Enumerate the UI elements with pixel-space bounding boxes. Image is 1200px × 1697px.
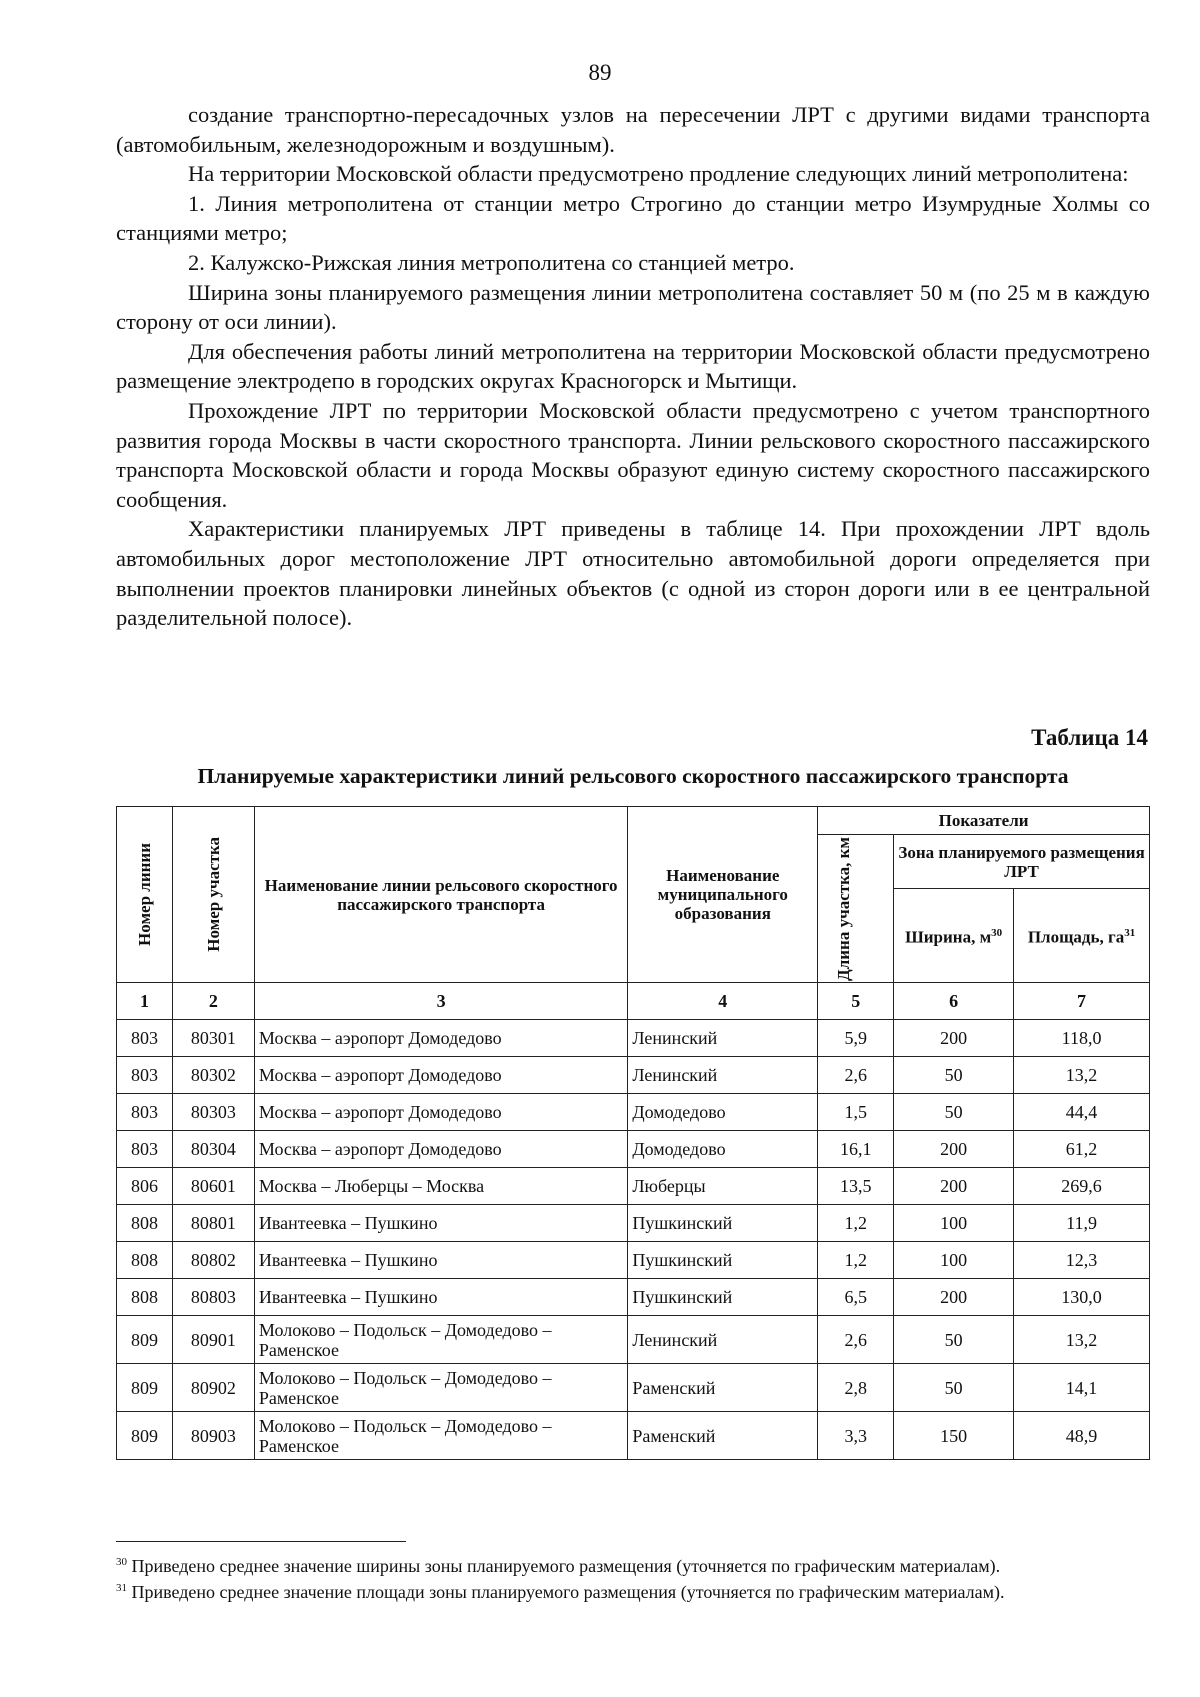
table-row: 809 80901 Молоково – Подольск – Домодедово – Раменское Ленинский 2,6 50 13,2: [117, 1316, 1150, 1364]
footnote-ref-31: 31: [1124, 927, 1136, 940]
footnotes: [116, 1551, 1156, 1603]
paragraph-7: Прохождение ЛРТ по территории Московской области предусмотрено с учетом транспортного развития города Москвы в части скоростного транспорта. Линии рельскового скоростного пассажирского транспорта Московской области и города Москвы образуют единую систему скоростного пассажирского сообщения.: [116, 397, 1150, 512]
paragraph-8: Характеристики планируемых ЛРТ приведены в таблице 14. При прохождении ЛРТ вдоль автомобильных дорог местоположение ЛРТ относительно автомобильной дороги определяется при выполнении проектов планировки линейных объектов (с одной из сторон дороги или в ее центральной разделительной полосе).: [116, 516, 1150, 631]
paragraph-1: создание транспортно-пересадочных узлов на пересечении ЛРТ с другими видами транспорта (автомобильным, железнодорожным и воздушным).: [116, 102, 1150, 157]
header-section-length: Длина участка, км: [818, 835, 894, 983]
header-indicators: Показатели: [818, 807, 1150, 835]
footnote-30: $^{30}$ Приведено среднее значение ширины зоны планируемого размещения (уточняется по графическим материалам).: [116, 1556, 1001, 1576]
table-row: 803 80301 Москва – аэропорт Домодедово Ленинский 5,9 200 118,0: [117, 1020, 1150, 1057]
table-row: 803 80304 Москва – аэропорт Домодедово Домодедово 16,1 200 61,2: [117, 1131, 1150, 1168]
header-width: Ширина, $м^{30}$: [894, 889, 1014, 983]
table-row: 809 80903 Молоково – Подольск – Домодедово – Раменское Раменский 3,3 150 48,9: [117, 1412, 1150, 1460]
table-row: 806 80601 Москва – Люберцы – Москва Люберцы 13,5 200 269,6: [117, 1168, 1150, 1205]
header-line-name: Наименование линии рельсового скоростного пассажирского транспорта: [254, 807, 627, 983]
footnote-divider: [116, 1541, 406, 1542]
table-row: 803 80302 Москва – аэропорт Домодедово Ленинский 2,6 50 13,2: [117, 1057, 1150, 1094]
header-municipality: Наименование муниципального образования: [628, 807, 818, 983]
table-row: 808 80801 Ивантеевка – Пушкино Пушкинский 1,2 100 11,9: [117, 1205, 1150, 1242]
footnote-ref-30: 30: [991, 927, 1003, 940]
header-zone: Зона планируемого размещения ЛРТ: [894, 835, 1150, 889]
table-title: Планируемые характеристики линий рельсового скоростного пассажирского транспорта: [197, 764, 1069, 788]
header-section-number: Номер участка: [172, 807, 254, 983]
header-area: Площадь, $га^{31}$: [1014, 889, 1150, 983]
paragraph-5: Ширина зоны планируемого размещения линии метрополитена составляет 50 м (по 25 м в каждую сторону от оси линии).: [116, 279, 1150, 335]
data-table: [116, 806, 1150, 1460]
paragraph-2: На территории Московской области предусмотрено продление следующих линий метрополитена:: [188, 161, 1129, 187]
table-row: 803 80303 Москва – аэропорт Домодедово Домодедово 1,5 50 44,4: [117, 1094, 1150, 1131]
page-number: 89: [588, 60, 612, 85]
footnote-31: $^{31}$ Приведено среднее значение площади зоны планируемого размещения (уточняется по графическим материалам).: [116, 1582, 1005, 1602]
paragraph-3: 1. Линия метрополитена от станции метро Строгино до станции метро Изумрудные Холмы со станциями метро;: [116, 190, 1150, 246]
paragraph-4: 2. Калужско-Рижская линия метрополитена со станцией метро.: [188, 249, 795, 275]
body-text: [116, 100, 1150, 633]
table-row: 808 80802 Ивантеевка – Пушкино Пушкинский 1,2 100 12,3: [117, 1242, 1150, 1279]
table-label: Таблица 14: [1031, 725, 1148, 750]
table-row: 808 80803 Ивантеевка – Пушкино Пушкинский 6,5 200 130,0: [117, 1279, 1150, 1316]
table-row: 809 80902 Молоково – Подольск – Домодедово – Раменское Раменский 2,8 50 14,1: [117, 1364, 1150, 1412]
paragraph-6: Для обеспечения работы линий метрополитена на территории Московской области предусмотрено размещение электродепо в городских округах Красногорск и Мытищи.: [116, 338, 1150, 394]
column-number-row: 1 2 3 4 5 6 7: [117, 983, 1150, 1020]
header-line-number: Номер линии: [117, 807, 173, 983]
